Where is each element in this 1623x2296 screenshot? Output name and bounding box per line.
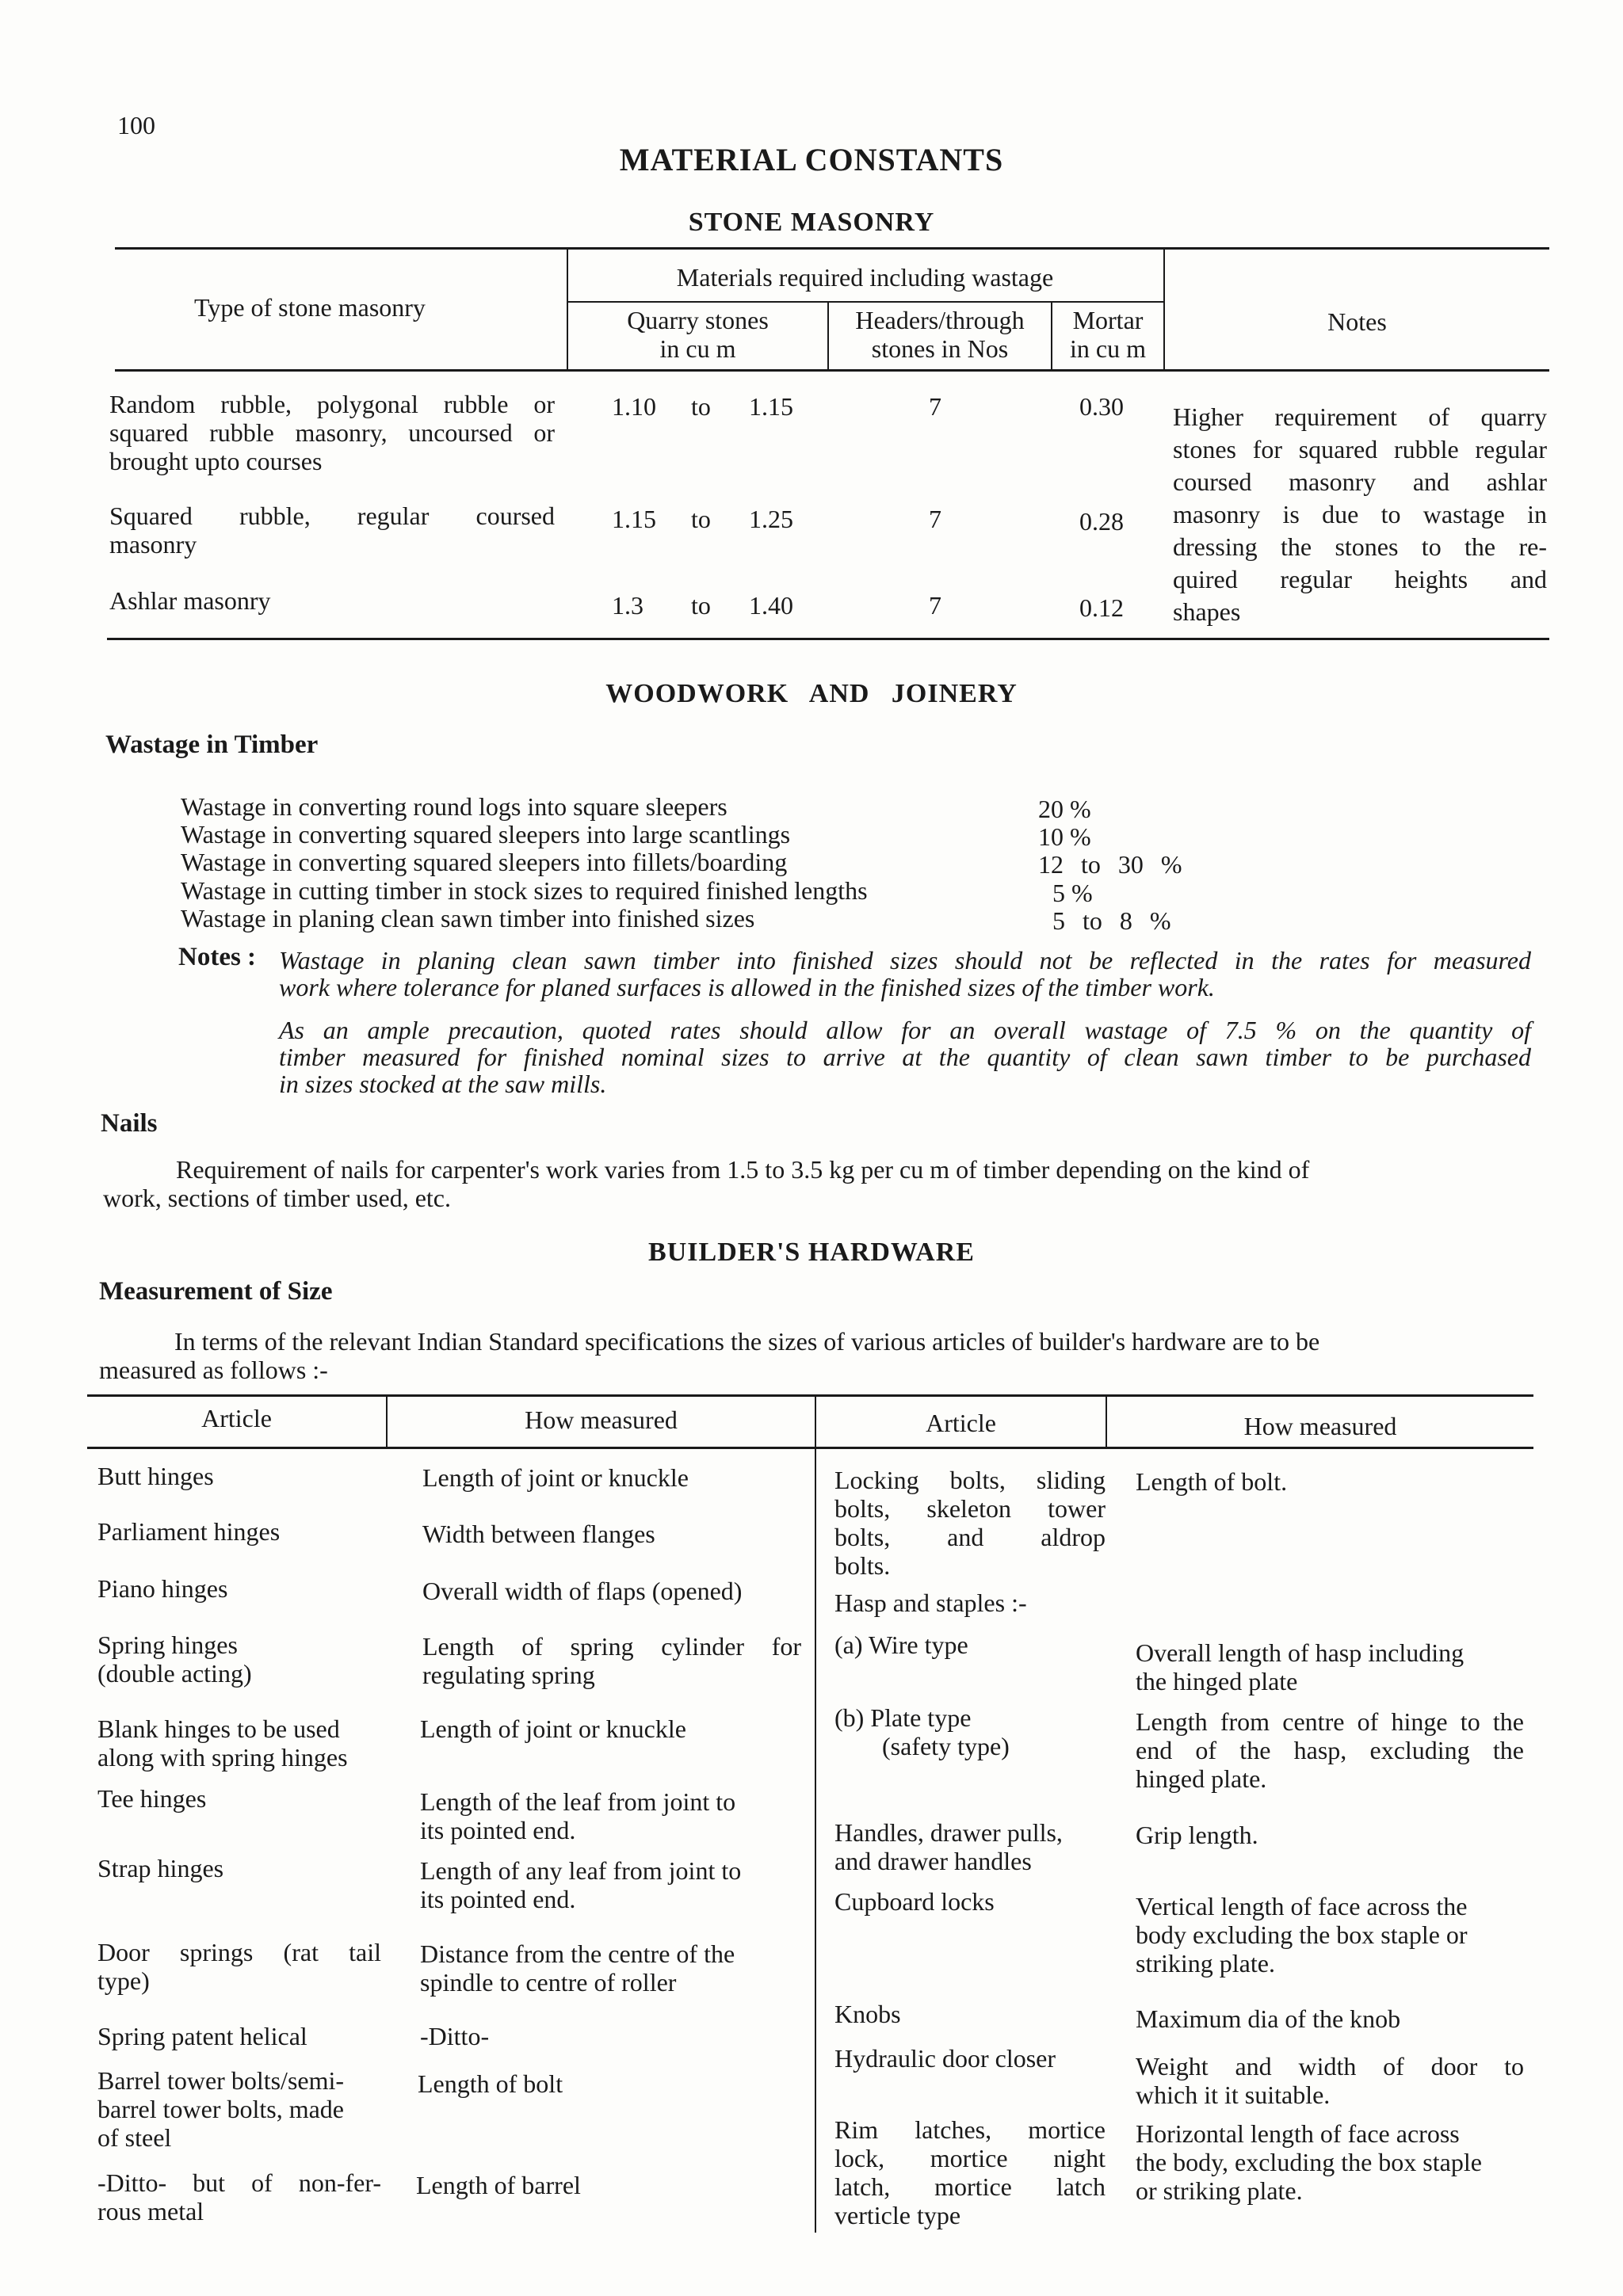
stone-row-quarry-to-word: to [691, 392, 711, 421]
hardware-left-how: Distance from the centre of the spindle to centre of roller [420, 1939, 735, 1997]
hardware-left-how: Length of spring cylinder for regulating spring [422, 1632, 801, 1689]
timber-note-1: Wastage in planing clean sawn timber into finished sizes should not be reflected in the rates for measured work where tolerance for planed surfaces is allowed in the finished sizes of the timber work. [279, 946, 1531, 1001]
hardware-left-how: Length of joint or knuckle [420, 1714, 686, 1743]
stone-header-materials: Materials required including wastage [676, 263, 1054, 292]
stone-table-top-rule [115, 247, 1549, 250]
stone-notes: Higher requirement of quarry stones for squared rubble regular coursed masonry and ashlar masonry is due to wastage in dressing the stones to the re- quired regular heights and shapes [1173, 402, 1547, 626]
wastage-item-value: 10 % [1038, 822, 1091, 851]
hardware-col-how: How measured [1243, 1412, 1397, 1440]
hardware-table-header-rule [87, 1447, 1533, 1449]
hardware-right-how: Length of bolt. [1136, 1467, 1288, 1496]
hardware-right-article: Locking bolts, sliding bolts, skeleton tower bolts, and aldrop bolts. [834, 1466, 1106, 1580]
stone-row-type: Ashlar masonry [109, 586, 271, 615]
hardware-col-article: Article [201, 1404, 272, 1432]
notes-label: Notes : [178, 943, 257, 971]
hardware-left-article: Spring hinges (double acting) [97, 1630, 252, 1688]
measurement-of-size-heading: Measurement of Size [99, 1277, 333, 1306]
hardware-right-article: Rim latches, mortice lock, mortice night latch, mortice latch verticle type [834, 2115, 1106, 2229]
hardware-right-how: Grip length. [1136, 1821, 1258, 1849]
stone-row-mortar: 0.12 [1079, 593, 1124, 622]
stone-row-mortar: 0.28 [1079, 507, 1124, 536]
wastage-in-timber-heading: Wastage in Timber [105, 730, 319, 759]
stone-row-mortar: 0.30 [1079, 392, 1124, 421]
stone-row-quarry-to-word: to [691, 505, 711, 533]
stone-row-quarry-to: 1.40 [749, 591, 793, 620]
stone-row-headers: 7 [929, 505, 941, 533]
wastage-item-value: 5 % [1052, 879, 1093, 907]
page-title: MATERIAL CONSTANTS [619, 142, 1004, 177]
hardware-left-article: Piano hinges [97, 1574, 228, 1603]
stone-header-headers: Headers/through stones in Nos [855, 306, 1025, 363]
woodwork-title: WOODWORK AND JOINERY [605, 679, 1018, 708]
stone-row-quarry-from: 1.3 [612, 591, 643, 620]
stone-header-notes: Notes [1327, 307, 1387, 336]
stone-row-type: Squared rubble, regular coursed masonry [109, 502, 555, 559]
hardware-right-how: Vertical length of face across the body excluding the box staple or striking plate. [1136, 1892, 1468, 1978]
hardware-left-article: Tee hinges [97, 1784, 207, 1813]
hardware-left-article: -Ditto- but of non-fer- rous metal [97, 2168, 381, 2225]
hardware-right-how: Weight and width of door to which it it suitable. [1136, 2052, 1524, 2109]
hardware-left-article: Parliament hinges [97, 1517, 281, 1546]
hardware-right-how: Horizontal length of face across the body, excluding the box staple or striking plate. [1136, 2119, 1482, 2205]
hardware-left-how: Length of any leaf from joint to its pointed end. [420, 1856, 742, 1913]
hardware-left-how: Overall width of flaps (opened) [422, 1577, 743, 1605]
hardware-intro: In terms of the relevant Indian Standard specifications the sizes of various articles of builder's hardware are to be measured as follows :- [99, 1327, 1320, 1384]
wastage-item-value: 12 to 30 % [1038, 850, 1182, 879]
builders-hardware-title: BUILDER'S HARDWARE [648, 1238, 975, 1267]
stone-header-type: Type of stone masonry [194, 293, 426, 322]
stone-row-type: Random rubble, polygonal rubble or squared rubble masonry, uncoursed or brought upto courses [109, 390, 555, 475]
wastage-item-text: Wastage in cutting timber in stock sizes to required finished lengths [181, 876, 868, 905]
stone-row-quarry-to: 1.25 [749, 505, 793, 533]
hardware-left-how: Length of joint or knuckle [422, 1463, 689, 1492]
hardware-right-article: (b) Plate type (safety type) [834, 1703, 1010, 1760]
stone-table-bottom-rule [107, 638, 1549, 640]
wastage-item-value: 5 to 8 % [1052, 906, 1171, 935]
nails-heading: Nails [101, 1109, 158, 1138]
hardware-left-how: Length of barrel [416, 2171, 581, 2199]
hardware-left-article: Door springs (rat tail type) [97, 1938, 381, 1995]
hardware-left-how: Width between flanges [422, 1520, 655, 1548]
stone-row-quarry-to-word: to [691, 591, 711, 620]
hardware-right-article: Handles, drawer pulls, and drawer handles [834, 1818, 1063, 1875]
hardware-right-article: Knobs [834, 2000, 901, 2028]
wastage-item-value: 20 % [1038, 795, 1091, 823]
stone-row-quarry-from: 1.10 [612, 392, 656, 421]
timber-note-2: As an ample precaution, quoted rates should allow for an overall wastage of 7.5 % on the quantity of timber measured for finished nominal sizes to arrive at the quantity of clean sawn timber to be purchased in sizes stocked at the saw mills. [279, 1016, 1531, 1098]
hardware-right-article: (a) Wire type [834, 1630, 968, 1659]
stone-row-headers: 7 [929, 392, 941, 421]
stone-row-quarry-from: 1.15 [612, 505, 656, 533]
stone-header-mortar: Mortar in cu m [1070, 306, 1146, 363]
hardware-right-how: Overall length of hasp including the hinged plate [1136, 1638, 1465, 1695]
page-number: 100 [117, 111, 155, 139]
wastage-item-text: Wastage in planing clean sawn timber into finished sizes [181, 904, 755, 933]
hardware-left-article: Blank hinges to be used along with spring hinges [97, 1714, 348, 1772]
hardware-right-article: Hydraulic door closer [834, 2044, 1056, 2073]
hardware-left-how: Length of the leaf from joint to its pointed end. [420, 1787, 736, 1844]
hardware-left-article: Strap hinges [97, 1854, 224, 1882]
hardware-right-how: Maximum dia of the knob [1136, 2004, 1401, 2033]
hardware-table-center-divider [815, 1394, 816, 2233]
stone-header-quarry: Quarry stones in cu m [627, 306, 769, 363]
stone-table-subheader-rule [567, 301, 1163, 303]
hardware-table-top-rule [87, 1394, 1533, 1397]
hardware-left-how: Length of bolt [418, 2069, 563, 2098]
hardware-col-how: How measured [525, 1405, 678, 1434]
stone-row-headers: 7 [929, 591, 941, 620]
stone-table-header-rule [115, 369, 1549, 372]
hardware-right-article: Hasp and staples :- [834, 1589, 1027, 1617]
hardware-right-article: Cupboard locks [834, 1887, 995, 1916]
hardware-left-how: -Ditto- [420, 2022, 490, 2050]
stone-masonry-title: STONE MASONRY [688, 208, 935, 237]
stone-row-quarry-to: 1.15 [749, 392, 793, 421]
hardware-left-article: Spring patent helical [97, 2022, 307, 2050]
wastage-item-text: Wastage in converting round logs into square sleepers [181, 792, 727, 821]
hardware-right-how: Length from centre of hinge to the end of the hasp, excluding the hinged plate. [1136, 1707, 1524, 1793]
hardware-left-article: Butt hinges [97, 1462, 214, 1490]
hardware-col-article: Article [926, 1409, 996, 1437]
wastage-item-text: Wastage in converting squared sleepers into large scantlings [181, 820, 791, 849]
hardware-left-article: Barrel tower bolts/semi- barrel tower bolts, made of steel [97, 2066, 345, 2152]
nails-paragraph: Requirement of nails for carpenter's work varies from 1.5 to 3.5 kg per cu m of timber depending on the kind of work, sections of timber used, etc. [103, 1155, 1310, 1212]
wastage-item-text: Wastage in converting squared sleepers into fillets/boarding [181, 848, 788, 876]
